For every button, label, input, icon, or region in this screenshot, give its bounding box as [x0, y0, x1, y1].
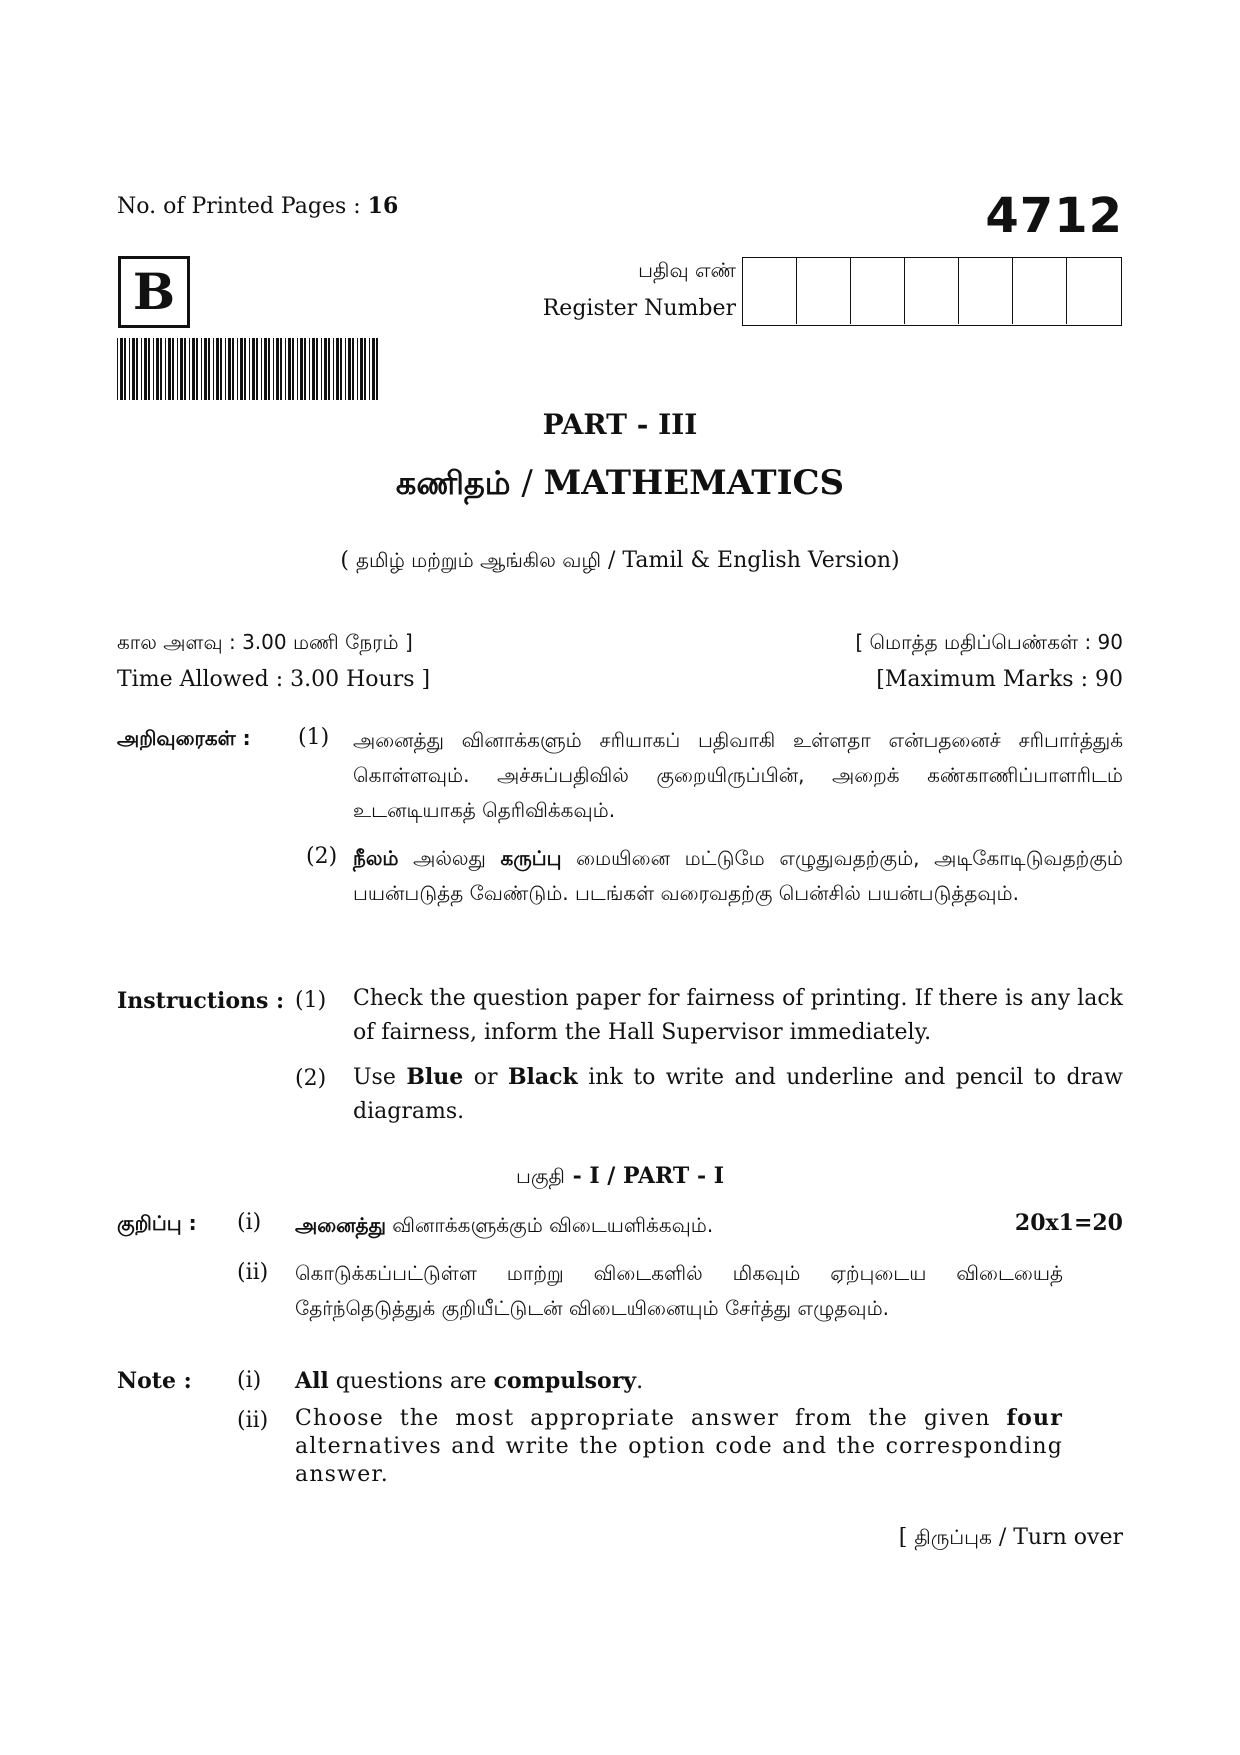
instruction-tamil-2-blue: நீலம்	[353, 846, 399, 870]
barcode-bar	[261, 338, 262, 400]
barcode-bar	[357, 338, 358, 400]
barcode-bar	[328, 338, 330, 400]
register-label-english: Register Number	[542, 296, 736, 321]
instruction-english-1-text: Check the question paper for fairness of printing. If there is any lack of fairness, inform the Hall Supervisor immediately.	[353, 986, 1123, 1045]
turn-over-tamil: திருப்புக	[914, 1525, 992, 1549]
barcode-bar	[184, 338, 186, 400]
part-one-notes	[117, 1208, 1123, 1488]
subject-english: MATHEMATICS	[543, 463, 845, 503]
barcode-bar	[364, 338, 366, 400]
register-box[interactable]	[1067, 258, 1121, 324]
part-title: PART - III	[542, 408, 698, 441]
barcode-bar	[268, 338, 270, 400]
instruction-english-2-number: (2)	[295, 1066, 327, 1091]
note-english-i-text	[295, 1368, 1063, 1394]
instruction-english-2-rest: ink to write and underline and pencil to draw diagrams.	[353, 1065, 1124, 1124]
barcode-bar	[292, 338, 294, 400]
note-english-ii-text	[295, 1404, 1063, 1489]
register-label-tamil: பதிவு எண்	[638, 258, 736, 282]
barcode-bar	[345, 338, 346, 400]
barcode-bar	[117, 338, 118, 400]
max-marks-tamil: [ மொத்த மதிப்பெண்கள் : 90	[855, 630, 1123, 654]
barcode-bar	[177, 338, 178, 400]
barcode-bar	[201, 338, 202, 400]
subject-title	[0, 463, 1240, 506]
barcode-bar	[232, 338, 234, 400]
turn-over-english: / Turn over	[991, 1525, 1123, 1550]
barcode-bar	[340, 338, 342, 400]
instruction-tamil-2-number: (2)	[306, 844, 338, 869]
barcode-bar	[376, 338, 378, 400]
barcode-bar	[124, 338, 126, 400]
time-row-english	[117, 667, 1123, 692]
barcode-bar	[348, 338, 351, 400]
register-number-boxes	[742, 257, 1122, 326]
barcode-bar	[228, 338, 231, 400]
version-english: / Tamil & English Version)	[601, 548, 900, 573]
instruction-tamil-2-black: கருப்பு	[500, 846, 562, 870]
barcode-bar	[304, 338, 306, 400]
instruction-tamil-2-rest: மையினை மட்டுமே எழுதுவதற்கும், அடிகோடிடுவதற்கும் பயன்படுத்த வேண்டும். படங்கள் வரைவதற்கு பென்சில் பயன்படுத்தவும்.	[353, 846, 1123, 905]
max-marks-english: [Maximum Marks : 90	[876, 667, 1123, 692]
note-english-i-compulsory: compulsory	[493, 1368, 637, 1394]
note-tamil-i-rest: வினாக்களுக்கும் விடையளிக்கவும்.	[385, 1213, 714, 1237]
barcode-bar	[220, 338, 222, 400]
barcode-bar	[216, 338, 219, 400]
instruction-english-2-pre: Use	[353, 1065, 407, 1090]
barcode-bar	[297, 338, 298, 400]
barcode-bar	[136, 338, 138, 400]
barcode-bar	[120, 338, 123, 400]
subject-separator: /	[510, 463, 544, 503]
instructions-english	[117, 988, 1123, 1138]
barcode-bar	[369, 338, 370, 400]
barcode-bar	[372, 338, 375, 400]
note-english-i-all: All	[295, 1368, 329, 1394]
barcode-bar	[276, 338, 279, 400]
barcode-bar	[129, 338, 130, 400]
barcode-bar	[244, 338, 246, 400]
part-one-marks: 20x1=20	[1014, 1210, 1123, 1236]
barcode-bar	[309, 338, 310, 400]
note-tamil-i-all: அனைத்து	[295, 1213, 386, 1237]
barcode-bar	[180, 338, 183, 400]
note-english-ii-four: four	[1006, 1405, 1063, 1431]
instruction-english-2-or: or	[463, 1065, 508, 1090]
barcode-bar	[336, 338, 339, 400]
barcode-bar	[264, 338, 267, 400]
note-english-i-end: .	[636, 1369, 644, 1394]
part-one-heading-rest: - I / PART - I	[564, 1163, 725, 1189]
register-box[interactable]	[851, 258, 905, 324]
instruction-english-2-text	[353, 1060, 1123, 1129]
part-one-heading-tamil: பகுதி	[515, 1164, 565, 1188]
note-english-i-number: (i)	[237, 1368, 262, 1393]
barcode-bar	[360, 338, 363, 400]
register-box[interactable]	[905, 258, 959, 324]
barcode-bar	[148, 338, 150, 400]
barcode-bar	[256, 338, 258, 400]
barcode-bar	[160, 338, 162, 400]
barcode-bar	[204, 338, 207, 400]
register-box[interactable]	[797, 258, 851, 324]
barcode-bar	[208, 338, 210, 400]
note-english-label: Note :	[117, 1368, 192, 1394]
subject-tamil: கணிதம்	[395, 464, 511, 502]
note-tamil-i-number: (i)	[237, 1210, 262, 1235]
instructions-tamil	[117, 723, 1123, 943]
barcode-bar	[225, 338, 226, 400]
printed-pages-label: No. of Printed Pages :	[117, 194, 361, 219]
barcode-bar	[153, 338, 154, 400]
version-line	[0, 548, 1240, 575]
time-allowed-english: Time Allowed : 3.00 Hours ]	[117, 667, 431, 692]
barcode-bar	[321, 338, 322, 400]
version-open: (	[340, 548, 356, 573]
barcode-bar	[165, 338, 166, 400]
note-english-i-mid: questions are	[328, 1369, 494, 1394]
barcode-bar	[240, 338, 243, 400]
instruction-tamil-1-text: அனைத்து வினாக்களும் சரியாகப் பதிவாகி உள்ளதா என்பதனைச் சரிபார்த்துக் கொள்ளவும். அச்சுப்பதிவில் குறையிருப்பின், அறைக் கண்காணிப்பாளரிடம் உடனடியாகத் தெரிவிக்கவும்.	[353, 728, 1123, 822]
barcode-bar	[324, 338, 327, 400]
barcode-bar	[312, 338, 315, 400]
barcode-bar	[172, 338, 174, 400]
register-box[interactable]	[959, 258, 1013, 324]
note-english-ii-rest: alternatives and write the option code and the corresponding answer.	[295, 1434, 1063, 1487]
note-english-ii-number: (ii)	[237, 1408, 269, 1433]
turn-over	[899, 1525, 1123, 1552]
barcode-bar	[156, 338, 159, 400]
instructions-english-label: Instructions :	[117, 988, 285, 1014]
question-code: 4712	[985, 188, 1123, 244]
register-box[interactable]	[1013, 258, 1067, 324]
note-tamil-label: குறிப்பு :	[117, 1211, 197, 1235]
barcode-bar	[144, 338, 147, 400]
note-tamil-i-text	[295, 1208, 895, 1243]
barcode-bar	[237, 338, 238, 400]
barcode-bar	[333, 338, 334, 400]
printed-pages	[117, 193, 398, 219]
turn-over-open: [	[898, 1525, 915, 1550]
register-box[interactable]	[743, 258, 797, 324]
note-english-ii-pre: Choose the most appropriate answer from the given	[295, 1406, 1007, 1431]
barcode-bar	[213, 338, 214, 400]
series-box: B	[118, 256, 190, 328]
instruction-english-2-black: Black	[507, 1064, 578, 1090]
barcode-bar	[316, 338, 318, 400]
note-tamil-ii-text: கொடுக்கப்பட்டுள்ள மாற்று விடைகளில் மிகவும் ஏற்புடைய விடையைத் தேர்ந்தெடுத்துக் குறியீட்டுடன் விடையினையும் சேர்த்து எழுதவும்.	[295, 1261, 1063, 1320]
barcode-bar	[249, 338, 250, 400]
barcode-bar	[141, 338, 142, 400]
instructions-tamil-label: அறிவுரைகள் :	[117, 726, 251, 750]
barcode-bar	[280, 338, 282, 400]
instruction-english-1-number: (1)	[295, 988, 327, 1013]
time-row-tamil	[117, 630, 1123, 657]
barcode-bar	[132, 338, 135, 400]
instruction-tamil-2-or: அல்லது	[398, 846, 501, 870]
time-allowed-tamil: கால அளவு : 3.00 மணி நேரம் ]	[117, 630, 413, 654]
barcode-bar	[252, 338, 255, 400]
note-tamil-ii-number: (ii)	[237, 1260, 269, 1285]
version-tamil: தமிழ் மற்றும் ஆங்கில வழி	[356, 548, 602, 572]
barcode-bar	[285, 338, 286, 400]
barcode-bar	[168, 338, 171, 400]
barcode-bar	[192, 338, 195, 400]
instruction-tamil-2-text	[353, 841, 1123, 911]
instruction-tamil-1-number: (1)	[298, 725, 330, 750]
barcode-bar	[300, 338, 303, 400]
barcode-bar	[189, 338, 190, 400]
part-one-heading	[0, 1163, 1240, 1191]
barcode-bar	[288, 338, 291, 400]
barcode	[117, 338, 383, 400]
barcode-bar	[273, 338, 274, 400]
barcode-bar	[352, 338, 354, 400]
instruction-english-2-blue: Blue	[406, 1064, 464, 1090]
barcode-bar	[196, 338, 198, 400]
printed-pages-value: 16	[367, 193, 399, 219]
